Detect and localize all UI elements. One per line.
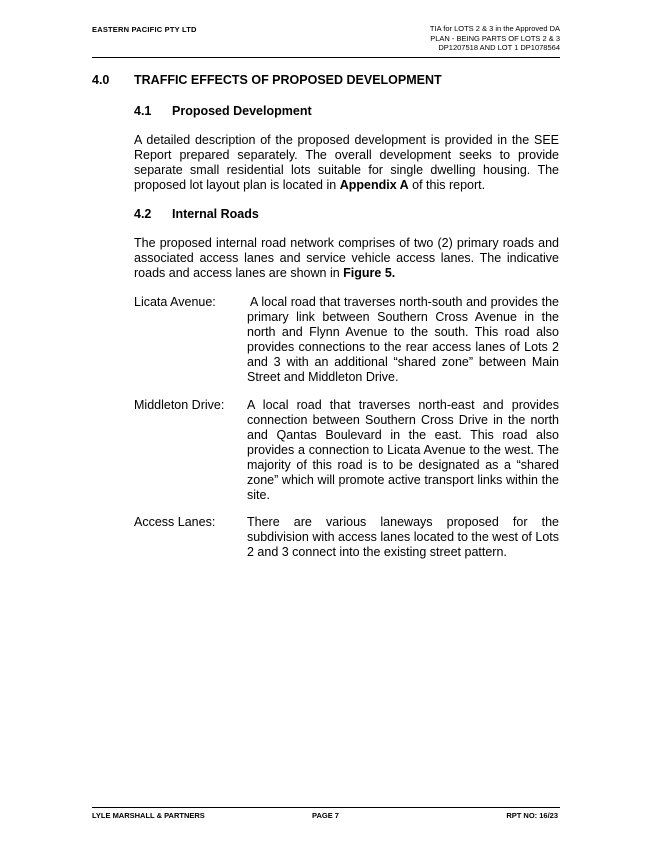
figure-reference: Figure 5.	[343, 266, 396, 280]
paragraph-text: The proposed internal road network comprises of two (2) primary roads and associated access lanes and service vehicle access lanes. The indicative roads and access lanes are shown in	[134, 236, 559, 280]
footer-company: LYLE MARSHALL & PARTNERS	[92, 811, 205, 820]
header-ref-line-3: DP1207518 AND LOT 1 DP1078564	[438, 43, 560, 52]
subsection-heading-4-2	[134, 207, 259, 221]
road-term-middleton: Middleton Drive:	[134, 398, 225, 412]
footer-divider	[92, 807, 560, 808]
subsection-title: Internal Roads	[172, 207, 259, 221]
road-term-licata: Licata Avenue:	[134, 295, 216, 309]
header-company: EASTERN PACIFIC PTY LTD	[92, 25, 197, 34]
footer-report-number: RPT NO: 16/23	[506, 811, 558, 820]
header-divider	[92, 57, 560, 58]
header-ref-line-1: TIA for LOTS 2 & 3 in the Approved DA	[429, 24, 560, 33]
appendix-reference: Appendix A	[339, 178, 409, 192]
header-ref-line-2: PLAN - BEING PARTS OF LOTS 2 & 3	[430, 33, 560, 43]
section-title: TRAFFIC EFFECTS OF PROPOSED DEVELOPMENT	[134, 73, 442, 87]
header-reference	[300, 24, 560, 53]
footer-page-number: PAGE 7	[312, 811, 339, 820]
paragraph-text: A detailed description of the proposed development is provided in the SEE Report prepared separately. The overall development seeks to provide separate small residential lots suitable for single dwelling housing. The proposed lot layout plan is located in	[134, 133, 559, 192]
section-number: 4.0	[92, 73, 110, 87]
section-heading	[92, 73, 442, 87]
subsection-number: 4.1	[134, 104, 152, 118]
subsection-number: 4.2	[134, 207, 152, 221]
paragraph-proposed-development	[134, 133, 559, 193]
subsection-title: Proposed Development	[172, 104, 312, 118]
paragraph-text-end: of this report.	[408, 178, 486, 192]
road-desc-licata: A local road that traverses north-south and provides the primary link between Southern Cross Avenue in the north and Flynn Avenue to the south. This road also provides connections to the rear access lanes of Lots 2 and 3 with an additional “shared zone” between Main Street and Middleton Drive.	[247, 295, 559, 384]
paragraph-internal-roads	[134, 236, 559, 281]
road-term-access-lanes: Access Lanes:	[134, 515, 216, 529]
road-desc-middleton: A local road that traverses north-east and provides connection between Southern Cross Drive in the north and Qantas Boulevard in the east. This road also provides a connection to Licata Avenue to the west. The majority of this road is to be designated as a “shared zone” which will promote active transport links within the site.	[247, 398, 559, 502]
subsection-heading-4-1	[134, 104, 312, 118]
road-desc-access-lanes: There are various laneways proposed for the subdivision with access lanes located to the west of Lots 2 and 3 connect into the existing street pattern.	[247, 515, 559, 559]
